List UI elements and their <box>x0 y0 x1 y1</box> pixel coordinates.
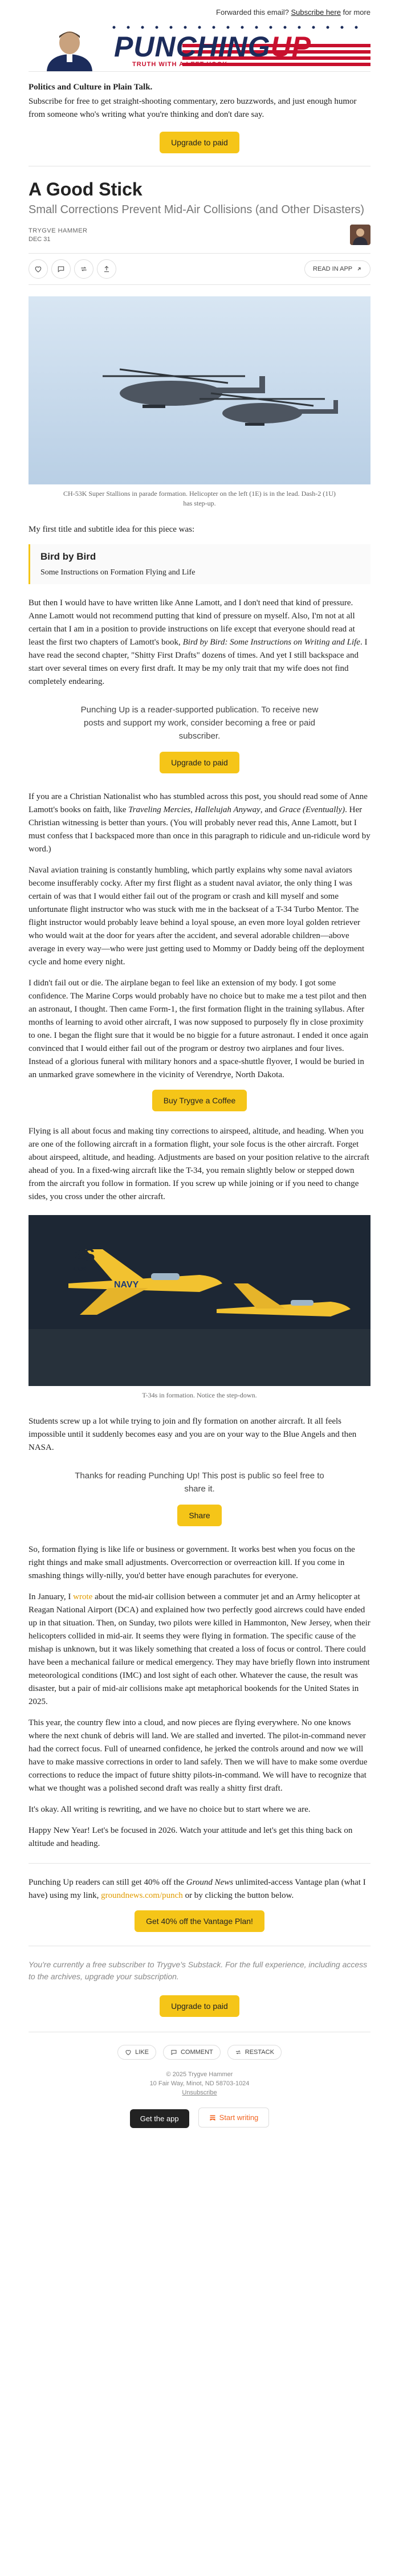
post-date: DEC 31 <box>28 235 51 243</box>
wrote-link[interactable]: wrote <box>73 1592 93 1601</box>
comment-label: COMMENT <box>180 2049 213 2056</box>
book-title: Hallelujah Anyway <box>194 805 260 814</box>
plane-navy-text: NAVY <box>114 1280 139 1290</box>
restack-button[interactable] <box>74 259 93 279</box>
paragraph <box>28 790 370 856</box>
banner-title <box>114 30 311 63</box>
ground-news-offer <box>28 1876 370 1902</box>
paragraph-text: , and <box>260 805 279 814</box>
paragraph-text: If you are a Christian Nationalist who has stumbled across this post, you should read some of Anne Lamott's books on faith, like <box>28 792 368 814</box>
subscribe-promo: Punching Up is a reader-supported publication. To receive new posts and support my work, consider becoming a free or paid subscriber. <box>80 705 319 741</box>
get-app-button[interactable] <box>130 2109 189 2128</box>
restack-label: RESTACK <box>245 2049 274 2056</box>
paragraph: It's okay. All writing is rewriting, and we have no choice but to start where we are. <box>28 1805 311 1814</box>
read-in-app-label: READ IN APP <box>313 266 352 272</box>
book-title: Bird by Bird: Some Instructions on Writing and Life <box>182 638 360 647</box>
paragraph-text: But then I would have to have written like Anne Lamott, and I don't need that kind of pressure. Anne Lamott would not recommend putting that kind of pressure on myself. Also, I'm not at all certain that I am in a position to provide instructions on life except that everyone should read at least the first two chapters of Lamott's book, <box>28 598 355 647</box>
paragraph: Naval aviation training is constantly humbling, which partly explains why some naval aviators become insufferably cocky. After my first flight as a student naval aviator, the only thing I was certain of was that I would either fail out of the program or crash and kill myself and some unfortunate flight instructor who was stuck with me in the backseat of a T-34 Turbo Mentor. The flight instructor would probably leave behind a loyal spouse, an even more loyal golden retriever who would wait at the door for years after the accident, and several adorable children—above average in every way—who were just getting used to Mommy or Daddy being off the deployment cycle and home every night. <box>28 866 365 967</box>
comment-button[interactable] <box>51 259 71 279</box>
book-title: Traveling Mercies <box>128 805 191 814</box>
heart-icon <box>34 265 42 273</box>
footer-actions <box>28 2045 370 2060</box>
subscribe-link[interactable]: Subscribe here <box>291 8 341 17</box>
banner-title-part1: PUNCHING <box>114 31 271 63</box>
paragraph <box>28 1591 370 1709</box>
paragraph: So, formation flying is like life or business or government. It works best when you focus on the right things and make small adjustments. Overcorrection or overreaction kill. If you come in smashing things willy-nilly, you'd better have enough parachutes for everyone. <box>28 1545 355 1580</box>
paragraph-text: unlimited-access Vantage plan (what I have) using my link, <box>28 1878 366 1900</box>
plane-tail-number: 4169 <box>73 1266 87 1273</box>
plane-number: 2S <box>74 1246 95 1265</box>
free-subscriber-note: You're currently a free subscriber to Trygve's Substack. For the full experience, including access to the archives, upgrade your subscription. <box>28 1960 368 1981</box>
paragraph-text: . I have read the second chapter, "Shitty First Drafts" dozens of times. And yet I still backspace and start over several times on every first draft. It may be my only trait that my wife does not find completely endearing. <box>28 638 368 686</box>
share-button[interactable] <box>97 259 116 279</box>
upgrade-button-mid[interactable]: Upgrade to paid <box>160 752 239 773</box>
footer-restack-button[interactable] <box>227 2045 282 2060</box>
legal-info <box>28 2070 370 2097</box>
paragraph: My first title and subtitle idea for this piece was: <box>28 525 195 534</box>
ground-news-name: Ground News <box>186 1878 234 1887</box>
footer-comment-button[interactable] <box>163 2045 221 2060</box>
post-title[interactable]: A Good Stick <box>28 179 142 199</box>
share-icon <box>103 265 111 273</box>
byline <box>28 225 370 245</box>
read-in-app-button[interactable] <box>304 260 370 278</box>
heart-icon <box>125 2049 132 2056</box>
substack-logo-icon <box>209 2114 216 2121</box>
banner-tagline: TRUTH WITH A LEFT HOOK <box>132 61 228 68</box>
paragraph <box>28 597 370 688</box>
get-app-label: Get the app <box>140 2114 179 2123</box>
paragraph: Happy New Year! Let's be focused in 2026. Watch your attitude and let's get this thing back on altitude and heading. <box>28 1826 353 1848</box>
author-portrait-icon <box>41 26 98 71</box>
intro-heading: Politics and Culture in Plain Talk. <box>28 83 153 92</box>
paragraph-text: . Her Christian witnessing is better than yours. (You will probably never read this, Anne Lamott, but I must confess that I backspaced more than once in this paragraph to ridicule and un-ridicule word by word.) <box>28 805 370 854</box>
unsubscribe-link[interactable]: Unsubscribe <box>182 2089 217 2096</box>
start-writing-button[interactable] <box>198 2108 270 2127</box>
footer-like-button[interactable] <box>117 2045 156 2060</box>
post-actions-bar <box>28 253 370 285</box>
share-promo: Thanks for reading Punching Up! This post is public so feel free to share it. <box>75 1471 324 1494</box>
title-idea-callout <box>28 544 370 584</box>
comment-icon <box>170 2049 177 2056</box>
paragraph-text: Punching Up readers can still get 40% off the <box>28 1878 186 1887</box>
copyright: © 2025 Trygve Hammer <box>166 2071 233 2078</box>
paragraph-text: about the mid-air collision between a commuter jet and an Army helicopter at Reagan National Airport (DCA) and explained how two perfectly good aircrews could have ended up in that situation. Then, on Sunday, two pilots were killed in Hammonton, New Jersey, when their helicopters collided in mid-air. It seems they were flying in formation. The specific cause of the mishap is unknown, but it was likely something that created a loss of focus or control. There could have been a mechanical failure or medical emergency. They may have briefly flown into instrument meteorological conditions (IMC) and lost sight of each other. Whatever the cause, the result was disaster, but a pair of mid-air collisions make apt metaphorical bookends for the United States in 2025. <box>28 1592 370 1706</box>
ground-news-link[interactable]: groundnews.com/punch <box>101 1891 183 1900</box>
upgrade-button-bottom[interactable]: Upgrade to paid <box>160 1995 239 2017</box>
t34-formation-image[interactable] <box>28 1215 370 1386</box>
address: 10 Fair Way, Minot, ND 58703-1024 <box>149 2080 250 2087</box>
intro-body: Subscribe for free to get straight-shooting commentary, zero buzzwords, and just enough humor from someone who's writing what you're thinking and don't dare say. <box>28 97 357 119</box>
comment-icon <box>57 265 65 273</box>
paragraph-text: or by clicking the button below. <box>182 1891 294 1900</box>
paragraph: This year, the country flew into a cloud, and now pieces are flying everywhere. No one knows where the next chunk of debris will land. We are stalled and inverted. The pilot-in-command never had the correct focus. Full of unearned confidence, he jerked the controls around and now we will have to make massive corrections in order to land safely. Then we will have to make some overdue corrections to reduce the impact of future shitty pilots-in-command. We will have to recognize that what we thought was a polished second draft was really a shitty first draft. <box>28 1718 368 1793</box>
helicopters-caption: CH-53K Super Stallions in parade formation. Helicopter on the left (1E) is in the lead. Dash-2 (1U) has step-up. <box>63 490 336 507</box>
restack-icon <box>80 265 88 273</box>
author-name[interactable]: TRYGVE HAMMER <box>28 227 88 234</box>
divider <box>28 1863 370 1864</box>
restack-icon <box>235 2049 242 2056</box>
vantage-plan-button[interactable]: Get 40% off the Vantage Plan! <box>135 1910 264 1932</box>
share-post-button[interactable]: Share <box>177 1505 221 1526</box>
book-title: Grace (Eventually) <box>279 805 345 814</box>
helicopters-image[interactable] <box>28 296 370 484</box>
t34-caption: T-34s in formation. Notice the step-down. <box>142 1391 257 1399</box>
upgrade-button-top[interactable]: Upgrade to paid <box>160 132 239 153</box>
arrow-out-icon <box>356 266 362 272</box>
forward-notice <box>28 0 370 20</box>
banner-title-part2: UP <box>270 31 312 63</box>
paragraph: I didn't fail out or die. The airplane began to feel like an extension of my body. I got some confidence. The Marine Corps would probably have no choice but to make me a test pilot and then an astronaut, I thought. Then came Form-1, the first formation flight in the training syllabus. After months of learning to avoid other aircraft, I was now supposed to purposely fly in close proximity to one. I began the flight sure that it would be no biggie for a future astronaut. I ended it once again convinced that I would either fail out of the program or destroy two airplanes and four lives. Instead of a glorious funeral with military honors and a space-shuttle flyover, I would be buried in an unmarked grave somewhere in the vicinity of Verendrye, North Dakota. <box>28 979 369 1079</box>
callout-subtitle: Some Instructions on Formation Flying and Life <box>40 568 196 577</box>
post-subtitle: Small Corrections Prevent Mid-Air Collisions (and Other Disasters) <box>28 203 365 216</box>
email-container <box>28 0 370 2128</box>
app-promo <box>28 2108 370 2128</box>
publication-banner[interactable] <box>28 20 370 72</box>
like-label: LIKE <box>135 2049 149 2056</box>
avatar[interactable] <box>350 225 370 245</box>
paragraph: Students screw up a lot while trying to join and fly formation on another aircraft. It all feels impossible until it suddenly becomes easy and you are on your way to the Blue Angels and then NASA. <box>28 1417 357 1452</box>
avatar-image-icon <box>350 225 370 245</box>
forward-text: Forwarded this email? <box>216 8 289 17</box>
paragraph: Flying is all about focus and making tiny corrections to airspeed, altitude, and heading. When you are one of the following aircraft in a formation flight, your sole focus is the other aircraft. Forget about airspeed, altitude, and heading. Adjustments are based on your position relative to the aircraft ahead of you. In a fixed-wing aircraft like the T-34, you remain slightly below or stepped down from the aircraft you follow in formation. If you screw up while joining or if you need to change sides, you cross under the other aircraft. <box>28 1127 369 1201</box>
buy-coffee-button[interactable]: Buy Trygve a Coffee <box>152 1090 247 1111</box>
paragraph-text: , <box>190 805 195 814</box>
start-writing-label: Start writing <box>219 2113 259 2122</box>
callout-title: Bird by Bird <box>40 551 96 562</box>
like-button[interactable] <box>28 259 48 279</box>
forward-suffix: for more <box>343 8 370 17</box>
paragraph-text: In January, I <box>28 1592 74 1601</box>
